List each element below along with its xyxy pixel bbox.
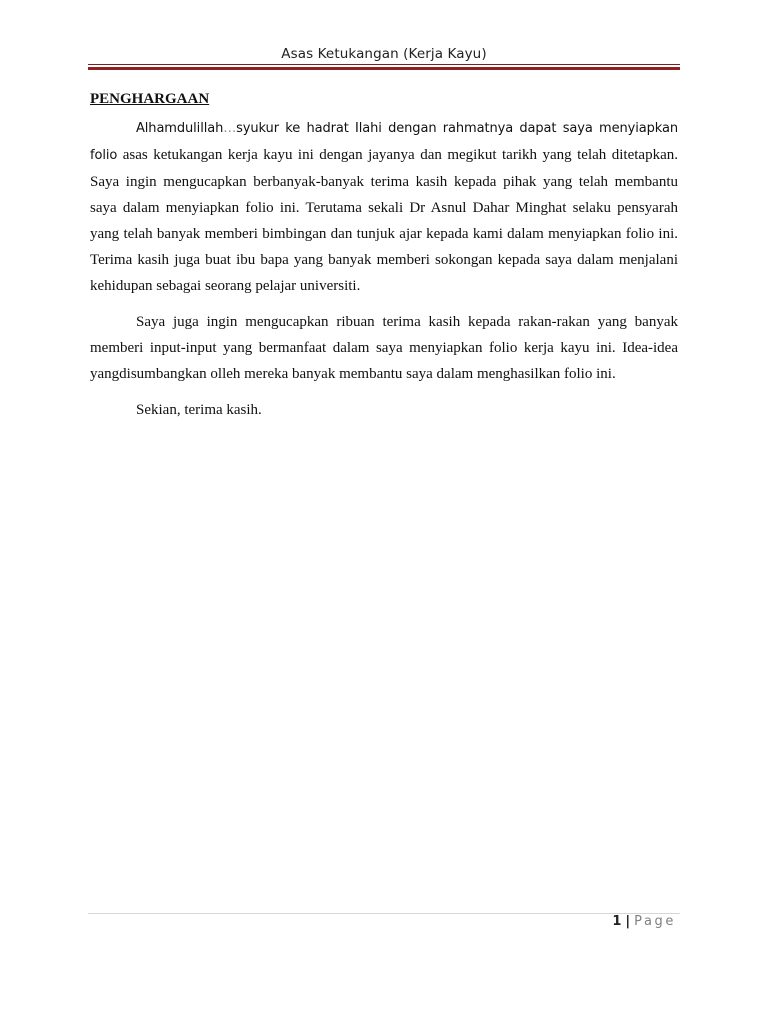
closing-line: Sekian, terima kasih. — [136, 402, 262, 418]
paragraph-1 — [90, 115, 678, 299]
page-word: Page — [634, 914, 676, 929]
footer-rule — [88, 913, 680, 914]
page-content — [90, 89, 678, 423]
paragraph-1-lead-word: Alhamdulillah — [136, 121, 224, 136]
header-rule-thick — [88, 67, 680, 70]
page-number: 1 — [612, 914, 622, 929]
page-separator: | — [625, 914, 631, 929]
page-footer — [612, 914, 676, 929]
header-rule-thin — [88, 64, 680, 65]
paragraph-1-body: asas ketukangan kerja kayu ini dengan jayanya dan megikut tarikh yang telah ditetapkan. Saya ingin mengucapkan berbanyak-banyak terima kasih kepada pihak yang telah membantu saya dalam menyiapkan folio ini. Terutama sekali Dr Asnul Dahar Minghat selaku pensyarah yang telah banyak memberi bimbingan dan tunjuk ajar kepada kami dalam menyiapkan folio ini. Terima kasih juga buat ibu bapa yang banyak memberi sokongan kepada saya dalam menjalani kehidupan sebagai seorang pelajar universiti. — [90, 147, 678, 294]
section-heading: PENGHARGAAN — [90, 91, 210, 107]
header-title: Asas Ketukangan (Kerja Kayu) — [281, 46, 487, 62]
paragraph-2: Saya juga ingin mengucapkan ribuan terima kasih kepada rakan-rakan yang banyak memberi input-input yang bermanfaat dalam saya menyiapkan folio kerja kayu ini. Idea-idea yangdisumbangkan olleh mereka banyak membantu saya dalam menghasilkan folio ini. — [90, 314, 678, 382]
header-rule — [88, 64, 680, 70]
paragraph-1-ellipsis: … — [223, 121, 237, 136]
paragraph-1-lead-rest: syukur ke hadrat Ilahi dengan rahmatnya dapat saya menyiapkan folio — [90, 121, 678, 163]
